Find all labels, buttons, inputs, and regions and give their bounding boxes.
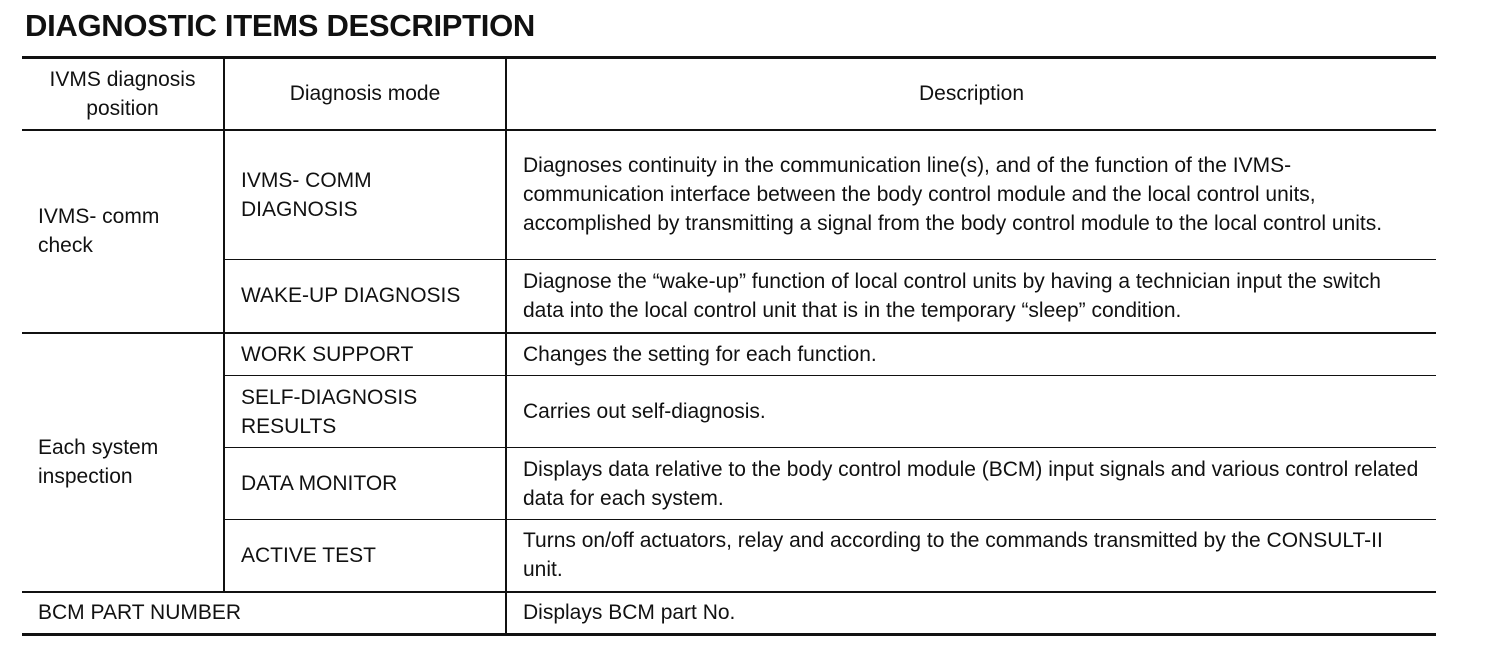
position-ivms-comm-check: IVMS- comm check xyxy=(22,130,224,333)
table-row xyxy=(22,520,1436,592)
table-row xyxy=(22,333,1436,376)
table-row xyxy=(22,260,1436,333)
description-data-monitor: Displays data relative to the body control module (BCM) input signals and various control related data for each system. xyxy=(506,448,1436,520)
description-ivms-comm-diagnosis: Diagnoses continuity in the communication line(s), and of the function of the IVMS-communication interface between the body control module and the local control units, accomplished by transmitting a signal from the body control module to the local control units. xyxy=(506,130,1436,260)
diagnostic-items-table xyxy=(22,56,1436,636)
description-bcm-part-number: Displays BCM part No. xyxy=(523,601,736,625)
table-row xyxy=(22,448,1436,520)
header-diagnosis-mode: Diagnosis mode xyxy=(224,58,506,130)
description-active-test: Turns on/off actuators, relay and according to the commands transmitted by the CONSULT-II unit. xyxy=(523,529,1383,582)
description-work-support: Changes the setting for each function. xyxy=(506,333,1436,376)
table-row xyxy=(22,376,1436,448)
position-each-system-inspection: Each system inspection xyxy=(22,333,224,592)
page-title: DIAGNOSTIC ITEMS DESCRIPTION xyxy=(25,8,536,43)
mode-self-diagnosis-results: SELF-DIAGNOSIS RESULTS xyxy=(224,376,506,448)
table-header-row xyxy=(22,58,1436,130)
mode-wake-up-diagnosis: WAKE-UP DIAGNOSIS xyxy=(224,260,506,333)
description-self-diagnosis-results: Carries out self-diagnosis. xyxy=(506,376,1436,448)
header-description: Description xyxy=(918,82,1025,106)
mode-data-monitor: DATA MONITOR xyxy=(224,448,506,520)
bcm-part-number-label: BCM PART NUMBER xyxy=(22,592,506,635)
table-row xyxy=(22,592,1436,635)
description-wake-up-diagnosis: Diagnose the “wake-up” function of local control units by having a technician input the switch data into the local control unit that is in the temporary “sleep” condition. xyxy=(523,269,1381,322)
table-row xyxy=(22,130,1436,260)
header-diagnosis-position: IVMS diagnosis position xyxy=(22,58,224,130)
mode-work-support: WORK SUPPORT xyxy=(224,333,506,376)
mode-ivms-comm-diagnosis: IVMS- COMM DIAGNOSIS xyxy=(224,130,506,260)
mode-active-test: ACTIVE TEST xyxy=(224,520,506,592)
